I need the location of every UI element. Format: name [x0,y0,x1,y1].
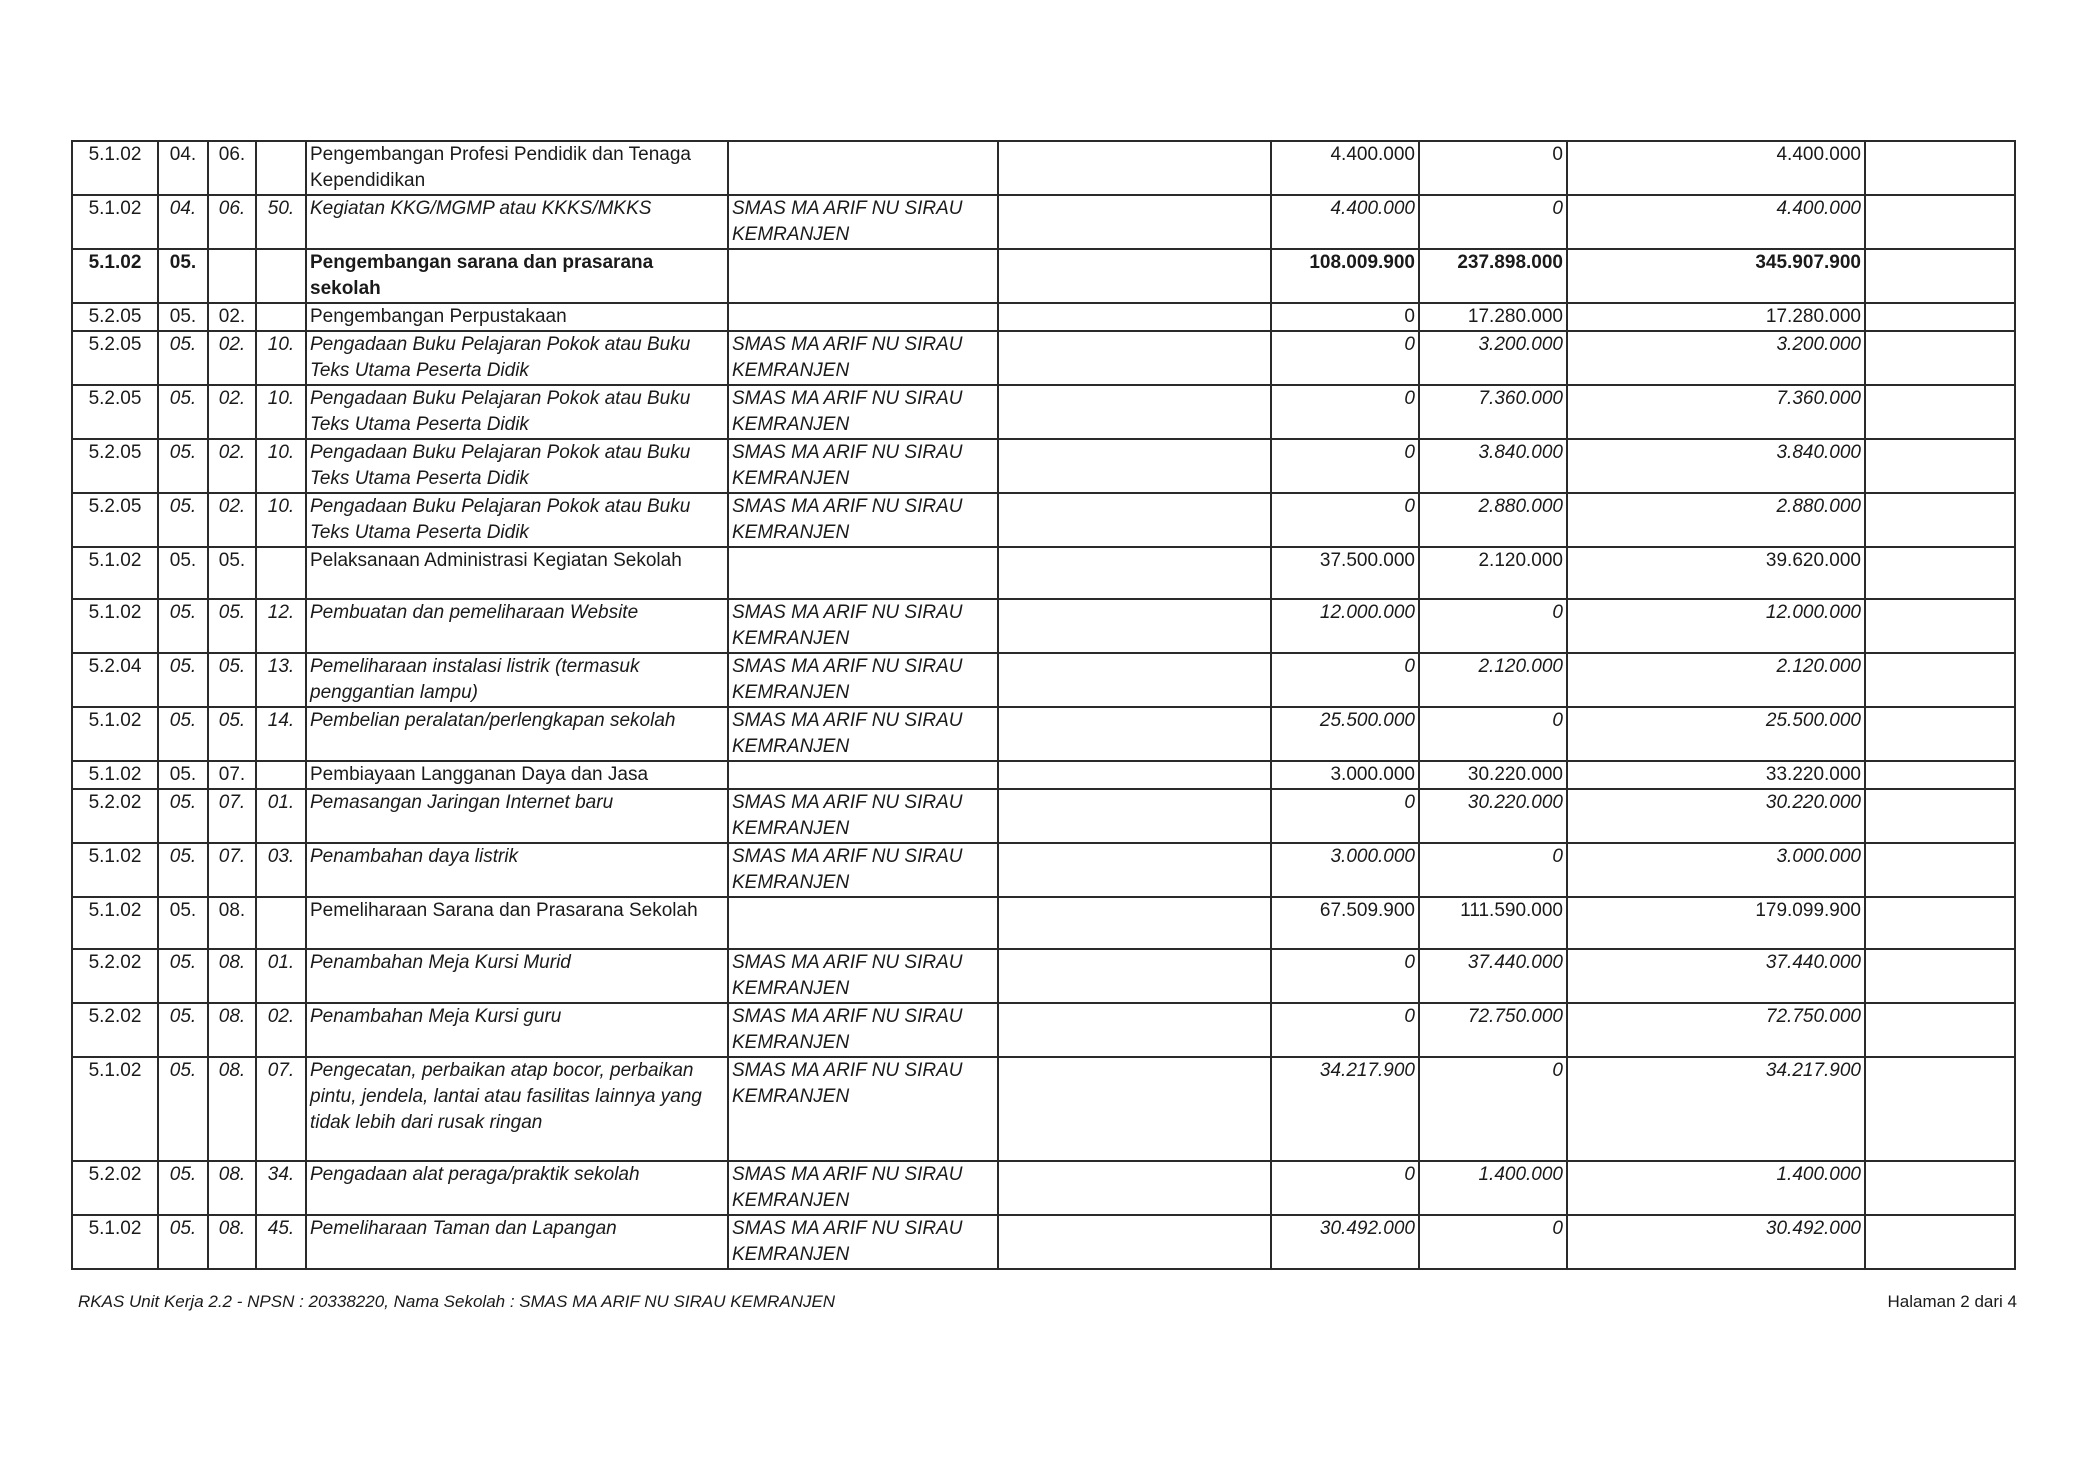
empty-cell [998,761,1271,789]
kode-program-cell: 04. [158,141,208,195]
uraian-cell: Kegiatan KKG/MGMP atau KKKS/MKKS [306,195,728,249]
kode-program-cell: 05. [158,493,208,547]
jumlah-cell: 17.280.000 [1567,303,1865,331]
table-row [72,789,2015,843]
jumlah-cell: 2.880.000 [1567,493,1865,547]
jumlah-cell: 2.120.000 [1567,653,1865,707]
kode-rekening-cell: 5.2.02 [72,1003,158,1057]
kode-rekening-cell: 5.2.05 [72,331,158,385]
nilai-1-cell: 0 [1271,439,1419,493]
rkas-budget-table [71,140,2016,1270]
kode-kegiatan-cell [256,249,306,303]
lokasi-cell: SMAS MA ARIF NU SIRAU KEMRANJEN [728,385,998,439]
kode-subprogram-cell: 02. [208,439,256,493]
empty-cell [1865,843,2015,897]
uraian-cell: Pengembangan Perpustakaan [306,303,728,331]
empty-cell [1865,303,2015,331]
kode-rekening-cell: 5.1.02 [72,141,158,195]
nilai-2-cell: 0 [1419,1215,1567,1269]
uraian-cell: Pengembangan Profesi Pendidik dan Tenaga Kependidikan [306,141,728,195]
kode-subprogram-cell: 02. [208,331,256,385]
table-row [72,195,2015,249]
kode-kegiatan-cell: 10. [256,331,306,385]
nilai-1-cell: 0 [1271,789,1419,843]
kode-kegiatan-cell [256,761,306,789]
kode-program-cell: 05. [158,1215,208,1269]
empty-cell [998,331,1271,385]
kode-subprogram-cell: 05. [208,653,256,707]
table-row [72,707,2015,761]
table-row [72,1161,2015,1215]
empty-cell [1865,1003,2015,1057]
kode-rekening-cell: 5.1.02 [72,1215,158,1269]
empty-cell [998,897,1271,949]
kode-program-cell: 05. [158,303,208,331]
lokasi-cell: SMAS MA ARIF NU SIRAU KEMRANJEN [728,1057,998,1161]
nilai-2-cell: 0 [1419,1057,1567,1161]
kode-subprogram-cell: 05. [208,707,256,761]
empty-cell [998,195,1271,249]
nilai-1-cell: 4.400.000 [1271,195,1419,249]
kode-subprogram-cell: 08. [208,1161,256,1215]
nilai-1-cell: 30.492.000 [1271,1215,1419,1269]
lokasi-cell: SMAS MA ARIF NU SIRAU KEMRANJEN [728,439,998,493]
kode-rekening-cell: 5.2.02 [72,1161,158,1215]
nilai-1-cell: 108.009.900 [1271,249,1419,303]
kode-rekening-cell: 5.1.02 [72,707,158,761]
kode-program-cell: 05. [158,249,208,303]
nilai-1-cell: 0 [1271,949,1419,1003]
lokasi-cell: SMAS MA ARIF NU SIRAU KEMRANJEN [728,789,998,843]
empty-cell [998,493,1271,547]
empty-cell [1865,1215,2015,1269]
kode-program-cell: 05. [158,653,208,707]
table-row [72,141,2015,195]
lokasi-cell: SMAS MA ARIF NU SIRAU KEMRANJEN [728,331,998,385]
nilai-2-cell: 2.120.000 [1419,547,1567,599]
kode-rekening-cell: 5.2.04 [72,653,158,707]
nilai-2-cell: 2.880.000 [1419,493,1567,547]
nilai-2-cell: 0 [1419,843,1567,897]
kode-program-cell: 05. [158,843,208,897]
jumlah-cell: 3.200.000 [1567,331,1865,385]
kode-kegiatan-cell: 10. [256,439,306,493]
nilai-2-cell: 3.200.000 [1419,331,1567,385]
nilai-2-cell: 0 [1419,599,1567,653]
uraian-cell: Pengembangan sarana dan prasarana sekolah [306,249,728,303]
kode-rekening-cell: 5.1.02 [72,1057,158,1161]
empty-cell [1865,141,2015,195]
table-row [72,949,2015,1003]
uraian-cell: Pemeliharaan Taman dan Lapangan [306,1215,728,1269]
kode-subprogram-cell: 07. [208,843,256,897]
kode-kegiatan-cell: 01. [256,789,306,843]
empty-cell [998,949,1271,1003]
uraian-cell: Penambahan Meja Kursi guru [306,1003,728,1057]
nilai-2-cell: 0 [1419,195,1567,249]
kode-subprogram-cell: 07. [208,789,256,843]
jumlah-cell: 30.492.000 [1567,1215,1865,1269]
table-row [72,493,2015,547]
empty-cell [998,1161,1271,1215]
kode-subprogram-cell [208,249,256,303]
kode-program-cell: 05. [158,385,208,439]
kode-subprogram-cell: 05. [208,599,256,653]
kode-program-cell: 05. [158,547,208,599]
kode-kegiatan-cell: 45. [256,1215,306,1269]
uraian-cell: Pengecatan, perbaikan atap bocor, perbaikan pintu, jendela, lantai atau fasilitas lainnya yang tidak lebih dari rusak ringan [306,1057,728,1161]
empty-cell [1865,439,2015,493]
kode-kegiatan-cell: 12. [256,599,306,653]
kode-subprogram-cell: 02. [208,493,256,547]
kode-rekening-cell: 5.2.05 [72,493,158,547]
jumlah-cell: 37.440.000 [1567,949,1865,1003]
nilai-2-cell: 37.440.000 [1419,949,1567,1003]
empty-cell [998,1057,1271,1161]
table-row [72,385,2015,439]
nilai-1-cell: 0 [1271,385,1419,439]
lokasi-cell: SMAS MA ARIF NU SIRAU KEMRANJEN [728,1003,998,1057]
empty-cell [998,439,1271,493]
kode-kegiatan-cell [256,141,306,195]
empty-cell [998,599,1271,653]
kode-subprogram-cell: 08. [208,1215,256,1269]
kode-rekening-cell: 5.2.02 [72,789,158,843]
empty-cell [998,707,1271,761]
empty-cell [1865,331,2015,385]
kode-kegiatan-cell [256,303,306,331]
table-row [72,1215,2015,1269]
uraian-cell: Pengadaan alat peraga/praktik sekolah [306,1161,728,1215]
footer-page-number: Halaman 2 dari 4 [1887,1292,2017,1311]
empty-cell [998,1215,1271,1269]
nilai-1-cell: 0 [1271,303,1419,331]
nilai-1-cell: 0 [1271,1003,1419,1057]
nilai-2-cell: 237.898.000 [1419,249,1567,303]
nilai-1-cell: 0 [1271,331,1419,385]
nilai-1-cell: 25.500.000 [1271,707,1419,761]
lokasi-cell [728,547,998,599]
uraian-cell: Penambahan Meja Kursi Murid [306,949,728,1003]
empty-cell [1865,547,2015,599]
uraian-cell: Pengadaan Buku Pelajaran Pokok atau Buku Teks Utama Peserta Didik [306,439,728,493]
empty-cell [998,789,1271,843]
kode-subprogram-cell: 05. [208,547,256,599]
kode-rekening-cell: 5.1.02 [72,897,158,949]
kode-kegiatan-cell: 07. [256,1057,306,1161]
jumlah-cell: 1.400.000 [1567,1161,1865,1215]
kode-program-cell: 05. [158,1057,208,1161]
uraian-cell: Pemeliharaan Sarana dan Prasarana Sekolah [306,897,728,949]
uraian-cell: Penambahan daya listrik [306,843,728,897]
jumlah-cell: 345.907.900 [1567,249,1865,303]
nilai-2-cell: 0 [1419,707,1567,761]
kode-rekening-cell: 5.2.02 [72,949,158,1003]
jumlah-cell: 12.000.000 [1567,599,1865,653]
lokasi-cell: SMAS MA ARIF NU SIRAU KEMRANJEN [728,195,998,249]
kode-subprogram-cell: 08. [208,1057,256,1161]
uraian-cell: Pelaksanaan Administrasi Kegiatan Sekolah [306,547,728,599]
lokasi-cell: SMAS MA ARIF NU SIRAU KEMRANJEN [728,1161,998,1215]
lokasi-cell: SMAS MA ARIF NU SIRAU KEMRANJEN [728,707,998,761]
empty-cell [998,1003,1271,1057]
lokasi-cell: SMAS MA ARIF NU SIRAU KEMRANJEN [728,493,998,547]
jumlah-cell: 34.217.900 [1567,1057,1865,1161]
kode-program-cell: 05. [158,761,208,789]
uraian-cell: Pembuatan dan pemeliharaan Website [306,599,728,653]
lokasi-cell: SMAS MA ARIF NU SIRAU KEMRANJEN [728,843,998,897]
kode-kegiatan-cell: 10. [256,385,306,439]
kode-subprogram-cell: 08. [208,897,256,949]
table-row [72,843,2015,897]
lokasi-cell: SMAS MA ARIF NU SIRAU KEMRANJEN [728,1215,998,1269]
table-row [72,249,2015,303]
uraian-cell: Pemasangan Jaringan Internet baru [306,789,728,843]
table-row [72,653,2015,707]
empty-cell [1865,761,2015,789]
lokasi-cell [728,303,998,331]
kode-kegiatan-cell: 10. [256,493,306,547]
nilai-1-cell: 0 [1271,1161,1419,1215]
nilai-1-cell: 12.000.000 [1271,599,1419,653]
lokasi-cell: SMAS MA ARIF NU SIRAU KEMRANJEN [728,949,998,1003]
table-row [72,331,2015,385]
empty-cell [1865,707,2015,761]
kode-subprogram-cell: 06. [208,195,256,249]
jumlah-cell: 4.400.000 [1567,195,1865,249]
empty-cell [998,385,1271,439]
jumlah-cell: 4.400.000 [1567,141,1865,195]
jumlah-cell: 39.620.000 [1567,547,1865,599]
empty-cell [1865,493,2015,547]
uraian-cell: Pengadaan Buku Pelajaran Pokok atau Buku Teks Utama Peserta Didik [306,493,728,547]
jumlah-cell: 3.840.000 [1567,439,1865,493]
nilai-1-cell: 0 [1271,653,1419,707]
kode-rekening-cell: 5.1.02 [72,249,158,303]
table-row [72,1003,2015,1057]
kode-kegiatan-cell: 01. [256,949,306,1003]
empty-cell [998,141,1271,195]
kode-rekening-cell: 5.1.02 [72,599,158,653]
kode-program-cell: 05. [158,949,208,1003]
uraian-cell: Pembelian peralatan/perlengkapan sekolah [306,707,728,761]
nilai-2-cell: 111.590.000 [1419,897,1567,949]
kode-kegiatan-cell [256,547,306,599]
empty-cell [1865,1161,2015,1215]
nilai-1-cell: 67.509.900 [1271,897,1419,949]
kode-kegiatan-cell: 13. [256,653,306,707]
empty-cell [998,653,1271,707]
kode-subprogram-cell: 02. [208,385,256,439]
jumlah-cell: 33.220.000 [1567,761,1865,789]
kode-program-cell: 05. [158,1161,208,1215]
kode-program-cell: 05. [158,599,208,653]
kode-program-cell: 05. [158,789,208,843]
empty-cell [998,303,1271,331]
kode-program-cell: 05. [158,897,208,949]
nilai-2-cell: 2.120.000 [1419,653,1567,707]
uraian-cell: Pengadaan Buku Pelajaran Pokok atau Buku Teks Utama Peserta Didik [306,385,728,439]
nilai-2-cell: 7.360.000 [1419,385,1567,439]
empty-cell [1865,195,2015,249]
lokasi-cell: SMAS MA ARIF NU SIRAU KEMRANJEN [728,653,998,707]
kode-kegiatan-cell: 50. [256,195,306,249]
uraian-cell: Pembiayaan Langganan Daya dan Jasa [306,761,728,789]
kode-subprogram-cell: 08. [208,949,256,1003]
nilai-1-cell: 34.217.900 [1271,1057,1419,1161]
lokasi-cell [728,249,998,303]
kode-rekening-cell: 5.1.02 [72,547,158,599]
nilai-2-cell: 3.840.000 [1419,439,1567,493]
kode-rekening-cell: 5.1.02 [72,195,158,249]
empty-cell [1865,1057,2015,1161]
table-row [72,547,2015,599]
empty-cell [998,843,1271,897]
nilai-1-cell: 4.400.000 [1271,141,1419,195]
empty-cell [1865,599,2015,653]
table-row [72,439,2015,493]
empty-cell [998,249,1271,303]
uraian-cell: Pemeliharaan instalasi listrik (termasuk penggantian lampu) [306,653,728,707]
kode-kegiatan-cell [256,897,306,949]
table-row [72,897,2015,949]
kode-rekening-cell: 5.2.05 [72,439,158,493]
nilai-1-cell: 3.000.000 [1271,843,1419,897]
empty-cell [1865,653,2015,707]
table-body [72,141,2015,1269]
kode-kegiatan-cell: 03. [256,843,306,897]
kode-program-cell: 05. [158,707,208,761]
uraian-cell: Pengadaan Buku Pelajaran Pokok atau Buku Teks Utama Peserta Didik [306,331,728,385]
nilai-2-cell: 72.750.000 [1419,1003,1567,1057]
empty-cell [1865,897,2015,949]
kode-subprogram-cell: 08. [208,1003,256,1057]
table-row [72,761,2015,789]
kode-kegiatan-cell: 02. [256,1003,306,1057]
jumlah-cell: 179.099.900 [1567,897,1865,949]
kode-subprogram-cell: 06. [208,141,256,195]
lokasi-cell [728,761,998,789]
empty-cell [998,547,1271,599]
nilai-1-cell: 37.500.000 [1271,547,1419,599]
lokasi-cell: SMAS MA ARIF NU SIRAU KEMRANJEN [728,599,998,653]
nilai-1-cell: 0 [1271,493,1419,547]
nilai-1-cell: 3.000.000 [1271,761,1419,789]
empty-cell [1865,249,2015,303]
table-row [72,599,2015,653]
empty-cell [1865,789,2015,843]
empty-cell [1865,385,2015,439]
footer-school-info: RKAS Unit Kerja 2.2 - NPSN : 20338220, Nama Sekolah : SMAS MA ARIF NU SIRAU KEMRANJEN [78,1292,836,1311]
kode-kegiatan-cell: 34. [256,1161,306,1215]
table-row [72,303,2015,331]
kode-program-cell: 04. [158,195,208,249]
lokasi-cell [728,141,998,195]
jumlah-cell: 25.500.000 [1567,707,1865,761]
kode-subprogram-cell: 07. [208,761,256,789]
kode-rekening-cell: 5.2.05 [72,385,158,439]
lokasi-cell [728,897,998,949]
nilai-2-cell: 17.280.000 [1419,303,1567,331]
kode-subprogram-cell: 02. [208,303,256,331]
kode-rekening-cell: 5.1.02 [72,761,158,789]
kode-program-cell: 05. [158,331,208,385]
kode-kegiatan-cell: 14. [256,707,306,761]
jumlah-cell: 3.000.000 [1567,843,1865,897]
kode-program-cell: 05. [158,1003,208,1057]
table-row [72,1057,2015,1161]
jumlah-cell: 7.360.000 [1567,385,1865,439]
jumlah-cell: 72.750.000 [1567,1003,1865,1057]
kode-rekening-cell: 5.2.05 [72,303,158,331]
empty-cell [1865,949,2015,1003]
nilai-2-cell: 30.220.000 [1419,761,1567,789]
nilai-2-cell: 1.400.000 [1419,1161,1567,1215]
nilai-2-cell: 30.220.000 [1419,789,1567,843]
jumlah-cell: 30.220.000 [1567,789,1865,843]
kode-rekening-cell: 5.1.02 [72,843,158,897]
nilai-2-cell: 0 [1419,141,1567,195]
kode-program-cell: 05. [158,439,208,493]
